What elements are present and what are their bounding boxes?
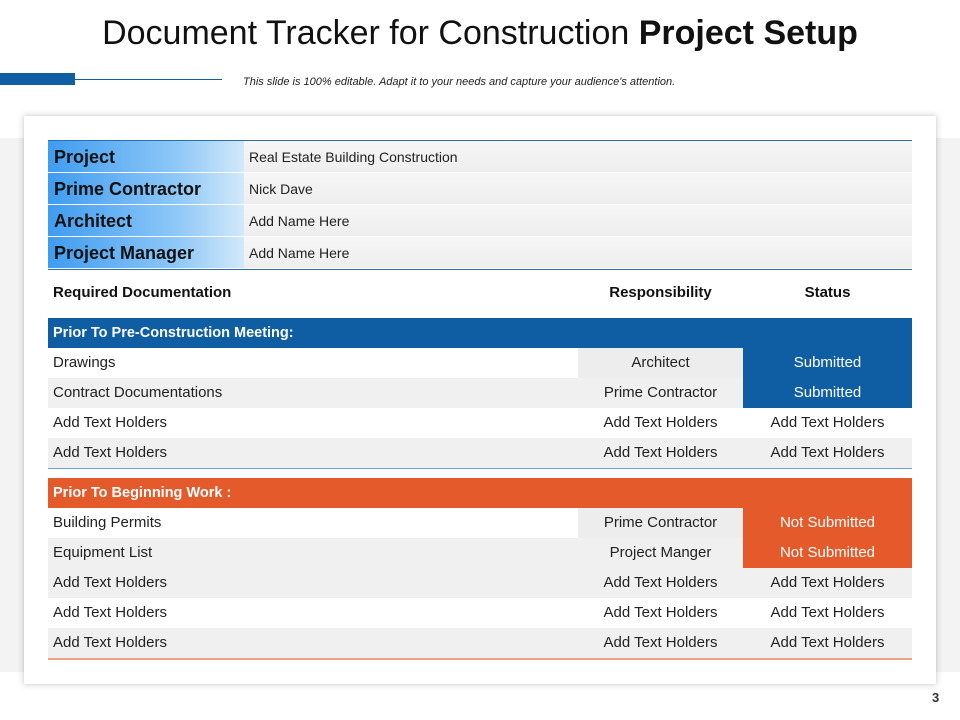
info-value: Nick Dave	[244, 173, 912, 205]
section-beginning-work	[48, 478, 912, 660]
doc-cell: Add Text Holders	[53, 444, 167, 461]
table-row	[48, 568, 912, 598]
responsibility-cell: Add Text Holders	[603, 444, 718, 461]
title-regular: Document Tracker for Construction	[102, 14, 639, 52]
status-cell: Add Text Holders	[770, 604, 885, 621]
responsibility-cell: Add Text Holders	[603, 414, 718, 431]
doc-cell: Building Permits	[53, 514, 162, 531]
column-header-documentation: Required Documentation	[53, 284, 232, 301]
info-row-project-manager	[48, 237, 912, 269]
doc-cell: Add Text Holders	[53, 604, 167, 621]
table-row	[48, 438, 912, 468]
table-row	[48, 348, 912, 378]
doc-cell: Add Text Holders	[53, 634, 167, 651]
section-title: Prior To Beginning Work :	[48, 478, 912, 508]
info-row-prime-contractor	[48, 173, 912, 205]
table-row	[48, 598, 912, 628]
table-row	[48, 538, 912, 568]
responsibility-cell: Add Text Holders	[603, 604, 718, 621]
table-row	[48, 508, 912, 538]
info-label: Project Manager	[48, 237, 244, 269]
status-badge: Submitted	[743, 378, 912, 408]
info-value: Add Name Here	[244, 237, 912, 269]
page-number: 3	[932, 690, 940, 705]
slide-subtitle: This slide is 100% editable. Adapt it to your needs and capture your audience's attention.	[243, 76, 676, 88]
status-cell: Add Text Holders	[770, 414, 885, 431]
info-label: Prime Contractor	[48, 173, 244, 205]
column-header-responsibility: Responsibility	[609, 284, 712, 301]
status-badge: Not Submitted	[743, 538, 912, 568]
status-cell: Add Text Holders	[770, 574, 885, 591]
table-row	[48, 628, 912, 658]
responsibility-cell: Prime Contractor	[578, 508, 743, 538]
responsibility-cell: Prime Contractor	[603, 384, 718, 401]
status-cell: Add Text Holders	[770, 634, 885, 651]
accent-line	[75, 79, 222, 80]
status-badge: Submitted	[743, 348, 912, 378]
column-header-status: Status	[804, 284, 851, 301]
info-label: Project	[48, 141, 244, 173]
responsibility-cell: Project Manger	[609, 544, 712, 561]
responsibility-cell: Add Text Holders	[603, 634, 718, 651]
doc-cell: Equipment List	[53, 544, 153, 561]
status-cell: Add Text Holders	[770, 444, 885, 461]
responsibility-cell: Architect	[578, 348, 743, 378]
status-badge: Not Submitted	[743, 508, 912, 538]
responsibility-cell: Add Text Holders	[603, 574, 718, 591]
info-row-architect	[48, 205, 912, 237]
info-label: Architect	[48, 205, 244, 237]
info-row-project	[48, 141, 912, 173]
section-title: Prior To Pre-Construction Meeting:	[48, 318, 912, 348]
doc-cell: Contract Documentations	[53, 384, 223, 401]
table-row	[48, 408, 912, 438]
doc-cell: Add Text Holders	[53, 414, 167, 431]
project-info-table	[48, 140, 912, 270]
accent-bar	[0, 73, 75, 85]
section-pre-construction	[48, 318, 912, 469]
table-row	[48, 378, 912, 408]
info-value: Real Estate Building Construction	[244, 141, 912, 173]
doc-cell: Drawings	[53, 354, 116, 371]
info-value: Add Name Here	[244, 205, 912, 237]
title-bold: Project Setup	[638, 14, 858, 52]
slide-title	[0, 14, 960, 53]
doc-cell: Add Text Holders	[53, 574, 167, 591]
